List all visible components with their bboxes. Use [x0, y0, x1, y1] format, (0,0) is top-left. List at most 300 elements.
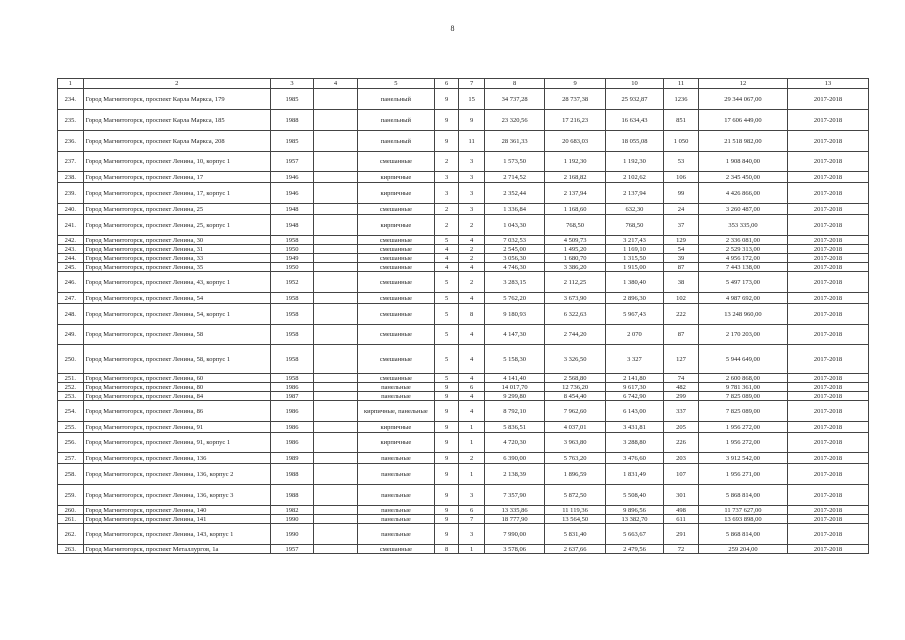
column-header: 13 [788, 79, 869, 89]
table-row [58, 204, 869, 215]
cell-entrances: 4 [459, 325, 485, 345]
cell-address: Город Магнитогорск, проспект Карла Маркса, 185 [83, 110, 270, 131]
cell-wall-material: смешанные [358, 272, 435, 293]
cell-floors: 5 [434, 304, 459, 325]
cell-row-number: 241. [58, 215, 84, 236]
cell-total-area: 18 777,90 [484, 515, 544, 524]
cell-residential-area: 16 634,43 [605, 110, 663, 131]
cell-living-area: 12 736,20 [545, 383, 605, 392]
cell-residential-area: 3 327 [605, 345, 663, 374]
cell-total-area: 2 138,39 [484, 464, 544, 485]
cell-residents: 87 [664, 263, 699, 272]
cell-address: Город Магнитогорск, проспект Ленина, 35 [83, 263, 270, 272]
cell-address: Город Магнитогорск, проспект Ленина, 17 [83, 172, 270, 183]
table-row [58, 383, 869, 392]
table-row [58, 545, 869, 554]
cell-residential-area: 2 102,62 [605, 172, 663, 183]
cell-year-built: 1982 [270, 506, 313, 515]
column-header: 2 [83, 79, 270, 89]
cell-residential-area: 2 896,30 [605, 293, 663, 304]
cell-col-4 [313, 89, 357, 110]
cell-address: Город Магнитогорск, проспект Ленина, 136, корпус 2 [83, 464, 270, 485]
cell-living-area: 17 216,23 [545, 110, 605, 131]
cell-period: 2017-2018 [788, 485, 869, 506]
cell-address: Город Магнитогорск, проспект Ленина, 54 [83, 293, 270, 304]
cell-residential-area: 1 915,00 [605, 263, 663, 272]
cell-residents: 54 [664, 245, 699, 254]
table-row [58, 183, 869, 204]
cell-floors: 4 [434, 254, 459, 263]
cell-year-built: 1958 [270, 293, 313, 304]
table-row [58, 215, 869, 236]
cell-row-number: 258. [58, 464, 84, 485]
cell-period: 2017-2018 [788, 183, 869, 204]
cell-residents: 24 [664, 204, 699, 215]
cell-col-4 [313, 524, 357, 545]
cell-period: 2017-2018 [788, 152, 869, 172]
cell-living-area: 5 831,40 [545, 524, 605, 545]
table-row [58, 172, 869, 183]
cell-row-number: 254. [58, 401, 84, 422]
cell-residents: 226 [664, 433, 699, 453]
cell-period: 2017-2018 [788, 383, 869, 392]
cell-address: Город Магнитогорск, проспект Ленина, 58, корпус 1 [83, 345, 270, 374]
cell-floors: 2 [434, 215, 459, 236]
cell-row-number: 263. [58, 545, 84, 554]
cell-entrances: 3 [459, 152, 485, 172]
cell-row-number: 239. [58, 183, 84, 204]
cell-year-built: 1985 [270, 89, 313, 110]
cell-entrances: 1 [459, 464, 485, 485]
cell-living-area: 1 168,60 [545, 204, 605, 215]
cell-row-number: 252. [58, 383, 84, 392]
cell-residents: 87 [664, 325, 699, 345]
table-row [58, 263, 869, 272]
cell-year-built: 1957 [270, 545, 313, 554]
table-row [58, 433, 869, 453]
cell-floors: 5 [434, 345, 459, 374]
cell-row-number: 256. [58, 433, 84, 453]
cell-floors: 4 [434, 263, 459, 272]
cell-col-4 [313, 485, 357, 506]
cell-total-area: 28 361,33 [484, 131, 544, 152]
table-row [58, 236, 869, 245]
cell-total-area: 3 056,30 [484, 254, 544, 263]
cell-address: Город Магнитогорск, проспект Ленина, 86 [83, 401, 270, 422]
cell-address: Город Магнитогорск, проспект Ленина, 141 [83, 515, 270, 524]
cell-col-4 [313, 272, 357, 293]
cell-year-built: 1958 [270, 325, 313, 345]
cell-address: Город Магнитогорск, проспект Ленина, 91 [83, 422, 270, 433]
cell-entrances: 15 [459, 89, 485, 110]
cell-living-area: 2 137,94 [545, 183, 605, 204]
cell-period: 2017-2018 [788, 325, 869, 345]
cell-col-4 [313, 304, 357, 325]
cell-wall-material: смешанные [358, 152, 435, 172]
cell-col-4 [313, 345, 357, 374]
cell-floors: 2 [434, 152, 459, 172]
cell-cost: 1 908 840,00 [698, 152, 787, 172]
cell-entrances: 1 [459, 433, 485, 453]
cell-residential-area: 1 315,50 [605, 254, 663, 263]
cell-total-area: 8 792,10 [484, 401, 544, 422]
cell-living-area: 2 112,25 [545, 272, 605, 293]
table-row [58, 524, 869, 545]
cell-living-area: 768,50 [545, 215, 605, 236]
cell-period: 2017-2018 [788, 89, 869, 110]
table-row [58, 245, 869, 254]
cell-residents: 38 [664, 272, 699, 293]
cell-col-4 [313, 545, 357, 554]
cell-period: 2017-2018 [788, 464, 869, 485]
cell-total-area: 2 352,44 [484, 183, 544, 204]
cell-col-4 [313, 245, 357, 254]
cell-col-4 [313, 263, 357, 272]
cell-total-area: 3 578,06 [484, 545, 544, 554]
cell-floors: 2 [434, 204, 459, 215]
cell-residential-area: 2 137,94 [605, 183, 663, 204]
cell-wall-material: панельные [358, 515, 435, 524]
cell-residents: 107 [664, 464, 699, 485]
cell-residents: 299 [664, 392, 699, 401]
cell-address: Город Магнитогорск, проспект Карла Маркса, 179 [83, 89, 270, 110]
cell-residential-area: 3 288,80 [605, 433, 663, 453]
cell-col-4 [313, 401, 357, 422]
cell-address: Город Магнитогорск, проспект Ленина, 30 [83, 236, 270, 245]
cell-cost: 4 956 172,00 [698, 254, 787, 263]
table-row [58, 254, 869, 263]
cell-residential-area: 632,30 [605, 204, 663, 215]
table-row [58, 515, 869, 524]
cell-residential-area: 1 169,10 [605, 245, 663, 254]
cell-floors: 5 [434, 236, 459, 245]
cell-cost: 5 868 814,00 [698, 524, 787, 545]
cell-row-number: 243. [58, 245, 84, 254]
cell-wall-material: панельный [358, 110, 435, 131]
cell-wall-material: смешанные [358, 263, 435, 272]
cell-residents: 337 [664, 401, 699, 422]
cell-cost: 5 944 649,00 [698, 345, 787, 374]
cell-period: 2017-2018 [788, 110, 869, 131]
cell-cost: 2 345 450,00 [698, 172, 787, 183]
cell-residents: 102 [664, 293, 699, 304]
cell-floors: 5 [434, 272, 459, 293]
cell-row-number: 262. [58, 524, 84, 545]
cell-period: 2017-2018 [788, 374, 869, 383]
cell-row-number: 235. [58, 110, 84, 131]
cell-residential-area: 1 192,30 [605, 152, 663, 172]
cell-period: 2017-2018 [788, 172, 869, 183]
cell-residential-area: 5 663,67 [605, 524, 663, 545]
cell-wall-material: смешанные [358, 236, 435, 245]
cell-residential-area: 6 742,90 [605, 392, 663, 401]
cell-floors: 9 [434, 506, 459, 515]
cell-wall-material: панельные [358, 464, 435, 485]
cell-floors: 9 [434, 422, 459, 433]
cell-living-area: 3 673,90 [545, 293, 605, 304]
cell-residents: 291 [664, 524, 699, 545]
cell-wall-material: панельные [358, 453, 435, 464]
table-row [58, 89, 869, 110]
cell-entrances: 4 [459, 392, 485, 401]
cell-period: 2017-2018 [788, 215, 869, 236]
cell-residents: 498 [664, 506, 699, 515]
cell-total-area: 7 990,00 [484, 524, 544, 545]
cell-residents: 129 [664, 236, 699, 245]
cell-row-number: 245. [58, 263, 84, 272]
cell-entrances: 2 [459, 245, 485, 254]
cell-wall-material: смешанные [358, 245, 435, 254]
cell-floors: 9 [434, 392, 459, 401]
table-row [58, 325, 869, 345]
cell-row-number: 234. [58, 89, 84, 110]
cell-entrances: 4 [459, 263, 485, 272]
cell-living-area: 2 568,80 [545, 374, 605, 383]
cell-col-4 [313, 422, 357, 433]
cell-year-built: 1957 [270, 152, 313, 172]
cell-residents: 72 [664, 545, 699, 554]
cell-col-4 [313, 325, 357, 345]
cell-entrances: 1 [459, 545, 485, 554]
cell-cost: 2 336 081,00 [698, 236, 787, 245]
cell-entrances: 2 [459, 453, 485, 464]
cell-total-area: 4 746,30 [484, 263, 544, 272]
cell-year-built: 1986 [270, 422, 313, 433]
cell-living-area: 4 037,01 [545, 422, 605, 433]
cell-wall-material: смешанные [358, 254, 435, 263]
cell-year-built: 1986 [270, 433, 313, 453]
cell-period: 2017-2018 [788, 345, 869, 374]
table-header-row [58, 79, 869, 89]
cell-row-number: 247. [58, 293, 84, 304]
cell-row-number: 240. [58, 204, 84, 215]
cell-period: 2017-2018 [788, 204, 869, 215]
cell-floors: 9 [434, 485, 459, 506]
cell-total-area: 1 336,84 [484, 204, 544, 215]
cell-row-number: 253. [58, 392, 84, 401]
column-header: 3 [270, 79, 313, 89]
cell-floors: 9 [434, 433, 459, 453]
housing-registry-table [57, 78, 869, 554]
cell-cost: 2 600 868,00 [698, 374, 787, 383]
cell-address: Город Магнитогорск, проспект Ленина, 17, корпус 1 [83, 183, 270, 204]
table-row [58, 506, 869, 515]
cell-floors: 3 [434, 183, 459, 204]
table-row [58, 304, 869, 325]
cell-living-area: 2 637,66 [545, 545, 605, 554]
cell-living-area: 1 192,30 [545, 152, 605, 172]
cell-total-area: 5 836,51 [484, 422, 544, 433]
cell-year-built: 1950 [270, 263, 313, 272]
cell-wall-material: панельные [358, 506, 435, 515]
cell-residents: 222 [664, 304, 699, 325]
cell-living-area: 5 872,50 [545, 485, 605, 506]
column-header: 6 [434, 79, 459, 89]
cell-residential-area: 5 508,40 [605, 485, 663, 506]
cell-address: Город Магнитогорск, проспект Ленина, 140 [83, 506, 270, 515]
cell-year-built: 1949 [270, 254, 313, 263]
cell-year-built: 1988 [270, 464, 313, 485]
cell-entrances: 6 [459, 506, 485, 515]
cell-residential-area: 25 932,87 [605, 89, 663, 110]
cell-entrances: 3 [459, 485, 485, 506]
cell-year-built: 1990 [270, 515, 313, 524]
cell-residential-area: 3 431,81 [605, 422, 663, 433]
cell-year-built: 1946 [270, 172, 313, 183]
cell-period: 2017-2018 [788, 254, 869, 263]
cell-entrances: 2 [459, 215, 485, 236]
cell-year-built: 1958 [270, 345, 313, 374]
cell-wall-material: кирпичные, панельные [358, 401, 435, 422]
cell-row-number: 244. [58, 254, 84, 263]
cell-cost: 7 443 138,00 [698, 263, 787, 272]
cell-floors: 9 [434, 453, 459, 464]
cell-floors: 5 [434, 293, 459, 304]
cell-period: 2017-2018 [788, 545, 869, 554]
cell-period: 2017-2018 [788, 304, 869, 325]
cell-address: Город Магнитогорск, проспект Ленина, 10, корпус 1 [83, 152, 270, 172]
cell-col-4 [313, 172, 357, 183]
cell-entrances: 1 [459, 422, 485, 433]
cell-living-area: 1 680,70 [545, 254, 605, 263]
cell-address: Город Магнитогорск, проспект Ленина, 91, корпус 1 [83, 433, 270, 453]
cell-period: 2017-2018 [788, 245, 869, 254]
column-header: 5 [358, 79, 435, 89]
cell-cost: 2 529 313,00 [698, 245, 787, 254]
cell-living-area: 11 119,36 [545, 506, 605, 515]
table-body [58, 79, 869, 554]
cell-living-area: 3 386,20 [545, 263, 605, 272]
cell-period: 2017-2018 [788, 131, 869, 152]
column-header: 4 [313, 79, 357, 89]
cell-floors: 5 [434, 374, 459, 383]
table-row [58, 453, 869, 464]
cell-floors: 9 [434, 515, 459, 524]
cell-year-built: 1986 [270, 383, 313, 392]
cell-residential-area: 3 476,60 [605, 453, 663, 464]
cell-entrances: 7 [459, 515, 485, 524]
cell-year-built: 1946 [270, 183, 313, 204]
cell-wall-material: панельные [358, 383, 435, 392]
cell-residents: 99 [664, 183, 699, 204]
cell-wall-material: панельный [358, 131, 435, 152]
column-header: 1 [58, 79, 84, 89]
cell-col-4 [313, 204, 357, 215]
cell-residential-area: 13 382,70 [605, 515, 663, 524]
cell-year-built: 1958 [270, 236, 313, 245]
cell-living-area: 1 495,20 [545, 245, 605, 254]
cell-col-4 [313, 152, 357, 172]
table-row [58, 374, 869, 383]
cell-cost: 353 335,00 [698, 215, 787, 236]
cell-living-area: 3 963,80 [545, 433, 605, 453]
cell-address: Город Магнитогорск, проспект Ленина, 80 [83, 383, 270, 392]
cell-living-area: 2 168,82 [545, 172, 605, 183]
cell-wall-material: смешанные [358, 293, 435, 304]
cell-residents: 203 [664, 453, 699, 464]
cell-living-area: 4 509,73 [545, 236, 605, 245]
cell-entrances: 4 [459, 293, 485, 304]
cell-row-number: 261. [58, 515, 84, 524]
cell-total-area: 3 283,15 [484, 272, 544, 293]
cell-living-area: 2 744,20 [545, 325, 605, 345]
cell-address: Город Магнитогорск, проспект Ленина, 33 [83, 254, 270, 263]
cell-residential-area: 1 831,49 [605, 464, 663, 485]
cell-residential-area: 5 967,43 [605, 304, 663, 325]
cell-residential-area: 18 055,08 [605, 131, 663, 152]
cell-cost: 9 781 361,00 [698, 383, 787, 392]
cell-year-built: 1986 [270, 401, 313, 422]
cell-cost: 5 497 173,00 [698, 272, 787, 293]
cell-address: Город Магнитогорск, проспект Ленина, 25 [83, 204, 270, 215]
cell-col-4 [313, 453, 357, 464]
cell-living-area: 20 683,03 [545, 131, 605, 152]
table-row [58, 272, 869, 293]
cell-col-4 [313, 383, 357, 392]
cell-residents: 39 [664, 254, 699, 263]
cell-period: 2017-2018 [788, 524, 869, 545]
table-row [58, 345, 869, 374]
cell-entrances: 3 [459, 172, 485, 183]
cell-address: Город Магнитогорск, проспект Ленина, 25, корпус 1 [83, 215, 270, 236]
cell-total-area: 4 147,30 [484, 325, 544, 345]
cell-residential-area: 6 143,00 [605, 401, 663, 422]
cell-residents: 74 [664, 374, 699, 383]
cell-cost: 1 956 271,00 [698, 464, 787, 485]
column-header: 8 [484, 79, 544, 89]
cell-year-built: 1948 [270, 204, 313, 215]
cell-cost: 5 868 814,00 [698, 485, 787, 506]
cell-address: Город Магнитогорск, проспект Металлургов, 1а [83, 545, 270, 554]
cell-wall-material: панельный [358, 89, 435, 110]
cell-year-built: 1990 [270, 524, 313, 545]
cell-year-built: 1950 [270, 245, 313, 254]
cell-entrances: 2 [459, 272, 485, 293]
cell-residential-area: 2 070 [605, 325, 663, 345]
cell-total-area: 23 320,56 [484, 110, 544, 131]
cell-col-4 [313, 110, 357, 131]
cell-cost: 3 912 542,00 [698, 453, 787, 464]
cell-floors: 5 [434, 325, 459, 345]
cell-wall-material: кирпичные [358, 172, 435, 183]
cell-cost: 13 248 960,00 [698, 304, 787, 325]
cell-residential-area: 3 217,43 [605, 236, 663, 245]
cell-year-built: 1988 [270, 110, 313, 131]
cell-period: 2017-2018 [788, 272, 869, 293]
cell-col-4 [313, 215, 357, 236]
cell-cost: 259 204,00 [698, 545, 787, 554]
cell-entrances: 3 [459, 204, 485, 215]
cell-total-area: 9 299,80 [484, 392, 544, 401]
cell-residents: 1 050 [664, 131, 699, 152]
cell-row-number: 236. [58, 131, 84, 152]
cell-entrances: 4 [459, 236, 485, 245]
cell-wall-material: кирпичные [358, 215, 435, 236]
cell-row-number: 246. [58, 272, 84, 293]
cell-year-built: 1948 [270, 215, 313, 236]
cell-living-area: 6 322,63 [545, 304, 605, 325]
cell-residents: 127 [664, 345, 699, 374]
cell-period: 2017-2018 [788, 515, 869, 524]
cell-row-number: 257. [58, 453, 84, 464]
cell-total-area: 7 032,53 [484, 236, 544, 245]
cell-floors: 9 [434, 401, 459, 422]
table-row [58, 392, 869, 401]
table-row [58, 152, 869, 172]
cell-row-number: 251. [58, 374, 84, 383]
cell-cost: 11 737 627,00 [698, 506, 787, 515]
cell-floors: 9 [434, 89, 459, 110]
